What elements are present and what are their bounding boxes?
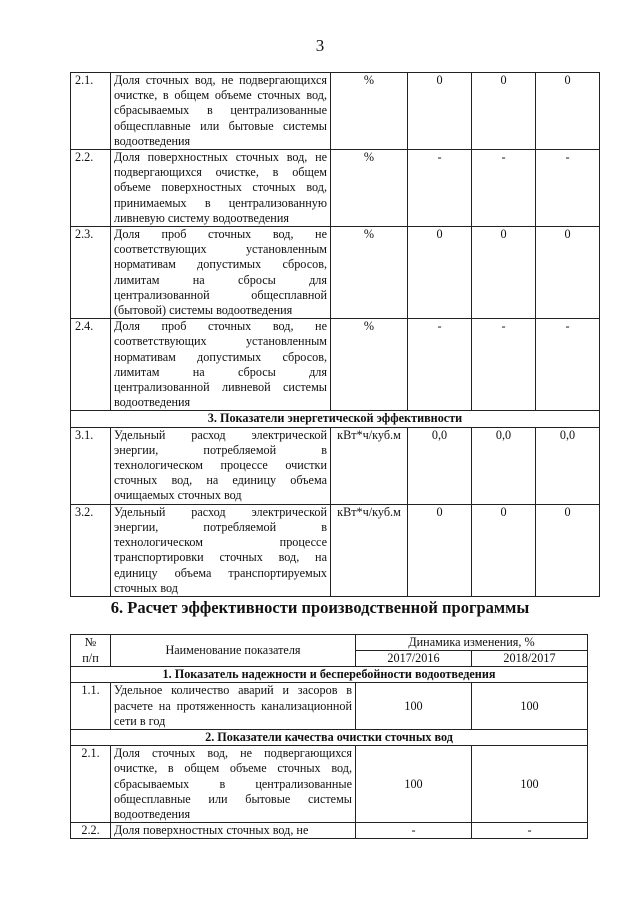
value-cell: 0	[536, 227, 600, 319]
unit-cell: %	[331, 73, 408, 150]
header-num: №	[84, 635, 97, 650]
value-cell: 0	[536, 73, 600, 150]
value-cell: 0,0	[472, 427, 536, 504]
row-number: 2.2.	[71, 150, 111, 227]
table-row	[71, 746, 588, 823]
table-row	[71, 683, 588, 730]
row-number: 2.2.	[71, 823, 111, 839]
value-cell: 0	[472, 227, 536, 319]
row-number: 2.1.	[71, 746, 111, 823]
indicator-name: Доля проб сточных вод, не соответствующих установленным нормативам допустимых сбросов, лимитам на сбросы для централизованной ливневой системы водоотведения	[111, 319, 331, 411]
indicator-name: Удельный расход электрической энергии, потребляемой в технологическом процессе очистки сточных вод, на единицу объема очищаемых сточных вод	[111, 427, 331, 504]
value-cell: 100	[472, 746, 588, 823]
value-cell: -	[356, 823, 472, 839]
section-title: 3. Показатели энергетической эффективности	[71, 411, 600, 427]
header-year: 2017/2016	[356, 651, 472, 667]
value-cell: -	[408, 319, 472, 411]
indicator-name: Доля поверхностных сточных вод, не подвергающихся очистке, в общем объеме поверхностных сточных вод, принимаемых в централизованную ливневую систему водоотведения	[111, 150, 331, 227]
value-cell: -	[536, 150, 600, 227]
table-row	[71, 427, 600, 504]
value-cell: 0	[408, 73, 472, 150]
page-number: 3	[315, 36, 325, 55]
unit-cell: %	[331, 319, 408, 411]
indicator-name: Доля проб сточных вод, не соответствующих установленным нормативам допустимых сбросов, лимитам на сбросы для централизованной общесплавной (бытовой) системы водоотведения	[111, 227, 331, 319]
row-number: 2.4.	[71, 319, 111, 411]
indicator-name: Доля сточных вод, не подвергающихся очистке, в общем объеме сточных вод, сбрасываемых в централизованные общесплавные или бытовые системы водоотведения	[111, 73, 331, 150]
section-title: 2. Показатели качества очистки сточных вод	[71, 730, 588, 746]
row-number: 1.1.	[71, 683, 111, 730]
header-num-cell	[71, 635, 111, 667]
indicator-name: Удельный расход электрической энергии, потребляемой в технологическом процессе транспортировки сточных вод, на единицу объема транспортируемых сточных вод	[111, 504, 331, 596]
unit-cell: %	[331, 150, 408, 227]
value-cell: -	[472, 150, 536, 227]
value-cell: 0	[408, 504, 472, 596]
table-row	[71, 823, 588, 839]
efficiency-table	[70, 634, 588, 839]
unit-cell: кВт*ч/куб.м	[331, 504, 408, 596]
header-dynamics: Динамика изменения, %	[356, 635, 588, 651]
row-number: 2.1.	[71, 73, 111, 150]
row-number: 2.3.	[71, 227, 111, 319]
value-cell: -	[472, 319, 536, 411]
value-cell: 100	[356, 683, 472, 730]
value-cell: 100	[356, 746, 472, 823]
value-cell: 0	[472, 504, 536, 596]
header-name: Наименование показателя	[111, 635, 356, 667]
indicator-name: Доля поверхностных сточных вод, не	[111, 823, 356, 839]
header-year: 2018/2017	[472, 651, 588, 667]
value-cell: 0,0	[408, 427, 472, 504]
table-row	[71, 504, 600, 596]
value-cell: 0,0	[536, 427, 600, 504]
value-cell: -	[472, 823, 588, 839]
unit-cell: кВт*ч/куб.м	[331, 427, 408, 504]
value-cell: 0	[472, 73, 536, 150]
section-heading: 6. Расчет эффективности производственной программы	[110, 598, 530, 617]
section-row	[71, 667, 588, 683]
section-row	[71, 730, 588, 746]
value-cell: 100	[472, 683, 588, 730]
section-row	[71, 411, 600, 427]
value-cell: 0	[536, 504, 600, 596]
section-title: 1. Показатель надежности и бесперебойности водоотведения	[71, 667, 588, 683]
table-row	[71, 150, 600, 227]
indicator-name: Доля сточных вод, не подвергающихся очистке, в общем объеме сточных вод, сбрасываемых в централизованные общесплавные или бытовые системы водоотведения	[111, 746, 356, 823]
header-num-sub: п/п	[82, 650, 99, 665]
indicators-table	[70, 72, 600, 597]
table-row	[71, 227, 600, 319]
indicator-name: Удельное количество аварий и засоров в расчете на протяженность канализационной сети в год	[111, 683, 356, 730]
unit-cell: %	[331, 227, 408, 319]
value-cell: -	[408, 150, 472, 227]
table-header-row	[71, 635, 588, 651]
table-row	[71, 73, 600, 150]
table-row	[71, 319, 600, 411]
value-cell: -	[536, 319, 600, 411]
value-cell: 0	[408, 227, 472, 319]
row-number: 3.2.	[71, 504, 111, 596]
row-number: 3.1.	[71, 427, 111, 504]
